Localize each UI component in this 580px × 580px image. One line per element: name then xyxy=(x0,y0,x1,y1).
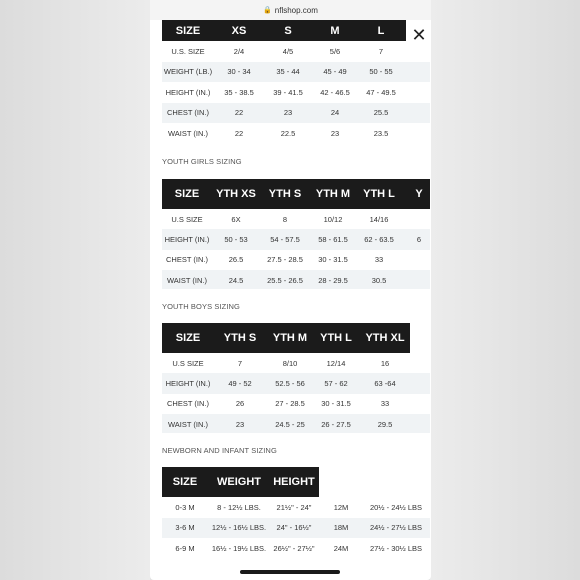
header-cell: YTH M xyxy=(272,332,308,344)
table-cell: U.S. SIZE xyxy=(171,46,205,56)
table-cell: 50 - 55 xyxy=(369,67,393,77)
header-cell: YTH M xyxy=(315,188,351,200)
table-cell: 30 - 34 xyxy=(227,67,251,77)
table-cell: 54 - 57.5 xyxy=(270,234,300,244)
table-cell: 4/5 xyxy=(282,46,294,56)
table-row xyxy=(162,394,430,414)
table-cell: 16 xyxy=(380,358,390,368)
table-cell: 26 xyxy=(235,399,245,409)
table-row xyxy=(162,373,430,393)
header-cell: S xyxy=(284,24,292,37)
table-cell: 3-6 M xyxy=(175,523,195,533)
table-cell: HEIGHT (IN.) xyxy=(164,234,210,244)
table-cell: 26.5 xyxy=(228,255,244,265)
table-row xyxy=(162,229,430,249)
table-cell: 23 xyxy=(235,419,245,429)
table-cell: 39 - 41.5 xyxy=(273,87,303,97)
table-cell: 24 xyxy=(330,108,340,118)
table-cell: 29.5 xyxy=(377,419,393,429)
table-cell: 23 xyxy=(283,108,293,118)
table-cell: HEIGHT (IN.) xyxy=(165,378,211,388)
header-cell: YTH L xyxy=(320,332,352,344)
header-cell: XS xyxy=(231,24,247,37)
table-cell: 24½ - 27½ LBS xyxy=(369,523,423,533)
table-cell: 7 xyxy=(237,358,243,368)
table-cell: 8/10 xyxy=(282,358,298,368)
table-cell: 24" - 16½" xyxy=(276,523,312,533)
table-cell: 47 - 49.5 xyxy=(366,87,396,97)
table-row xyxy=(162,538,430,559)
table-cell: 5/6 xyxy=(329,46,341,56)
table-cell: WAIST (IN.) xyxy=(168,419,208,429)
table-cell: 14/16 xyxy=(369,214,389,224)
table-cell: 35 - 38.5 xyxy=(224,87,254,97)
table-cell: 26½" - 27½" xyxy=(273,543,315,553)
table-cell: 12M xyxy=(333,502,349,512)
table-cell: 27½ - 30½ LBS xyxy=(369,543,423,553)
table-cell: 42 - 46.5 xyxy=(320,87,350,97)
background-right xyxy=(430,0,580,580)
header-cell: SIZE xyxy=(175,24,201,37)
table-row xyxy=(162,270,430,289)
table-cell: 22 xyxy=(234,108,244,118)
header-cell: YTH S xyxy=(223,332,257,344)
youth-boys-size-table xyxy=(162,323,430,433)
table-cell: 49 - 52 xyxy=(228,378,252,388)
table-cell: CHEST (IN.) xyxy=(167,399,209,409)
table-cell: 20½ - 24½ LBS xyxy=(369,502,423,512)
header-cell: YTH S xyxy=(268,188,302,200)
table-cell: 27 - 28.5 xyxy=(275,399,305,409)
table-cell: 28 - 29.5 xyxy=(318,275,348,285)
close-button[interactable] xyxy=(406,22,431,48)
table-cell: 50 - 53 xyxy=(224,234,248,244)
table-row xyxy=(162,41,430,62)
table-cell: 45 - 49 xyxy=(323,67,347,77)
header-cell: YTH L xyxy=(363,188,395,200)
table-row xyxy=(162,123,430,144)
header-cell: HEIGHT xyxy=(273,476,315,488)
table-cell: 24.5 xyxy=(228,275,244,285)
table-cell: 22.5 xyxy=(280,128,296,138)
table-cell: 16½ - 19½ LBS. xyxy=(211,543,267,553)
header-cell: YTH XS xyxy=(216,188,256,200)
header-cell: YTH XL xyxy=(365,332,405,344)
youth-girls-size-table xyxy=(162,179,430,289)
lock-icon: 🔒 xyxy=(263,7,272,14)
table-cell: 22 xyxy=(234,128,244,138)
size-chart-content xyxy=(162,20,431,580)
table-cell xyxy=(404,270,430,289)
table-cell: 8 - 12½ LBS. xyxy=(217,502,261,512)
youth-girls-title: YOUTH GIRLS SIZING xyxy=(162,157,242,166)
table-row xyxy=(162,250,430,270)
header-cell: SIZE xyxy=(172,476,198,488)
home-indicator[interactable] xyxy=(240,570,340,574)
table-cell: 57 - 62 xyxy=(324,378,348,388)
table-cell: 30 - 31.5 xyxy=(321,399,351,409)
header-cell: SIZE xyxy=(174,188,200,200)
table-cell: 26 - 27.5 xyxy=(321,419,351,429)
table-cell: 2/4 xyxy=(233,46,245,56)
table-cell: U.S SIZE xyxy=(172,358,204,368)
table-cell: 23 xyxy=(330,128,340,138)
table-cell: HEIGHT (IN.) xyxy=(165,87,211,97)
table-cell: 25.5 xyxy=(373,108,389,118)
header-cell: WEIGHT xyxy=(217,476,261,488)
newborn-infant-size-table xyxy=(162,467,430,559)
table-row xyxy=(162,82,430,103)
adult-youth-size-table xyxy=(162,20,430,146)
table-cell: CHEST (IN.) xyxy=(166,255,208,265)
table-cell: 8 xyxy=(282,214,288,224)
url-bar[interactable] xyxy=(150,0,431,20)
newborn-infant-title: NEWBORN AND INFANT SIZING xyxy=(162,446,277,455)
table-cell: 52.5 - 56 xyxy=(275,378,305,388)
table-cell: 25.5 - 26.5 xyxy=(267,275,303,285)
table-row xyxy=(162,103,430,124)
table-cell: 12½ - 16½ LBS. xyxy=(211,523,267,533)
header-cell: Y xyxy=(415,188,423,200)
table-row xyxy=(162,518,430,539)
url-text: nflshop.com xyxy=(274,5,318,15)
table-cell: 27.5 - 28.5 xyxy=(267,255,303,265)
table-cell: 24M xyxy=(333,543,349,553)
table-row xyxy=(162,497,430,518)
header-cell: M xyxy=(330,24,340,37)
table-row xyxy=(162,353,430,373)
close-icon: ✕ xyxy=(411,24,427,46)
table-cell: 33 xyxy=(374,255,384,265)
table-row xyxy=(162,62,430,83)
table-cell: 6 xyxy=(416,234,422,244)
table-cell: 7 xyxy=(378,46,384,56)
background-left xyxy=(0,0,150,580)
table-cell: 33 xyxy=(380,399,390,409)
youth-boys-title: YOUTH BOYS SIZING xyxy=(162,302,240,311)
table-cell: WEIGHT (LB.) xyxy=(163,67,213,77)
header-cell: SIZE xyxy=(175,332,201,344)
table-row xyxy=(162,209,430,229)
table-cell: 30.5 xyxy=(371,275,387,285)
table-cell: 18M xyxy=(333,523,349,533)
table-row xyxy=(162,414,430,433)
table-cell: 23.5 xyxy=(373,128,389,138)
table-cell xyxy=(404,250,430,270)
table-cell: 63 -64 xyxy=(374,378,396,388)
table-cell: 62 - 63.5 xyxy=(364,234,394,244)
table-cell: 58 - 61.5 xyxy=(318,234,348,244)
phone-screen xyxy=(150,0,431,580)
table-cell xyxy=(404,209,430,229)
table-cell: 21½" - 24" xyxy=(276,502,312,512)
table-cell: 6-9 M xyxy=(175,543,195,553)
table-cell: 6X xyxy=(231,214,241,224)
table-cell: 12/14 xyxy=(326,358,346,368)
table-cell: CHEST (IN.) xyxy=(167,108,209,118)
header-cell: L xyxy=(377,24,385,37)
table-cell: 30 - 31.5 xyxy=(318,255,348,265)
table-cell: 10/12 xyxy=(323,214,343,224)
table-cell: WAIST (IN.) xyxy=(167,275,207,285)
table-cell: 35 - 44 xyxy=(276,67,300,77)
table-cell: WAIST (IN.) xyxy=(168,128,208,138)
table-cell: 0-3 M xyxy=(175,502,195,512)
table-cell: U.S SIZE xyxy=(171,214,203,224)
table-cell: 24.5 - 25 xyxy=(275,419,305,429)
